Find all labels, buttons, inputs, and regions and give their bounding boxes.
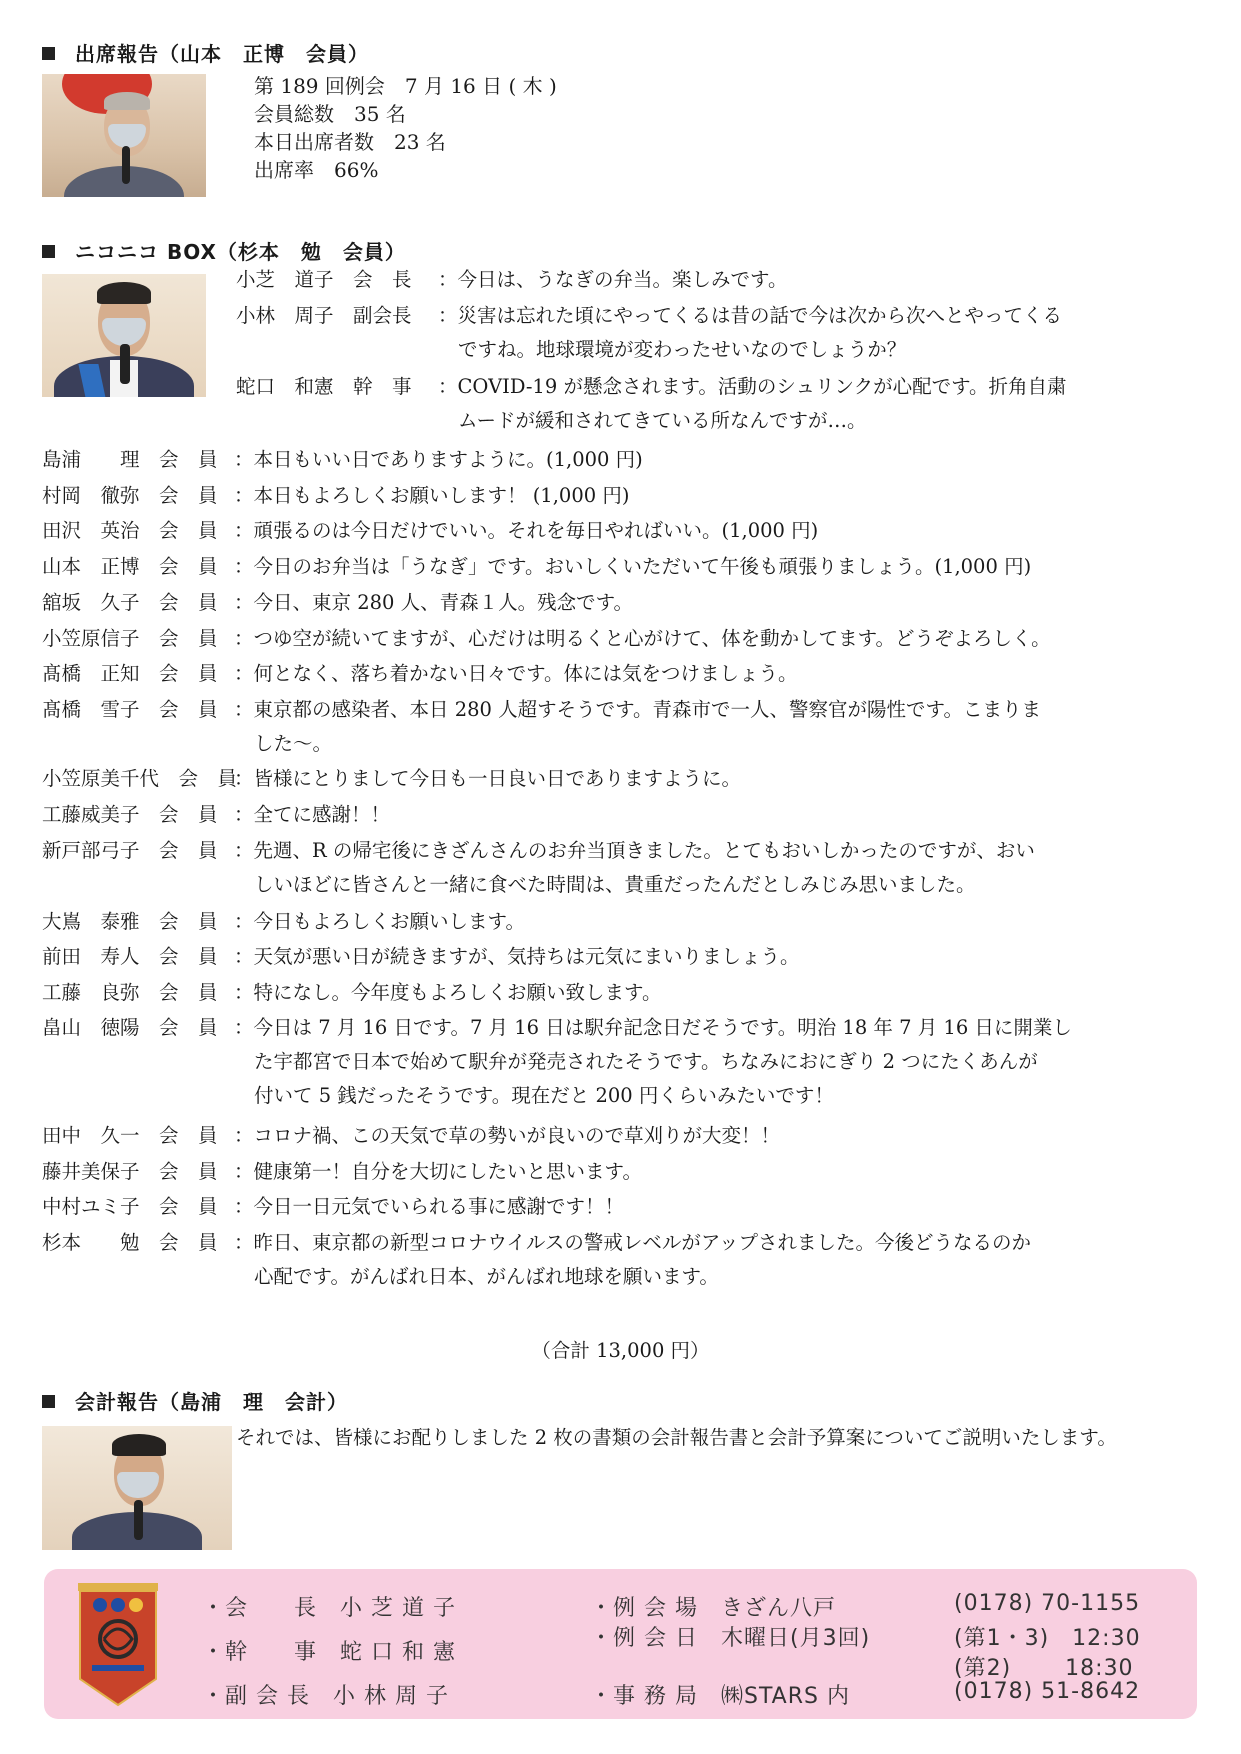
officer-comment-line: ムードが緩和されてきている所なんですが…。 [458, 409, 867, 432]
officer-comment-line: ですね。地球環境が変わったせいなのでしょうか？ [458, 338, 907, 361]
footer-secretary: ・幹 事 蛇 口 和 憲 [202, 1640, 456, 1665]
member-comment-line: ：つゆ空が続いてますが、心だけは明るくと心がけて、体を動かしてます。どうぞよろしく。 [234, 627, 1051, 650]
member-name: 中村ユミ子 会 員 [42, 1195, 218, 1218]
member-name: 藤井美保子 会 員 [42, 1160, 218, 1183]
member-comment-line: ：本日もいい日でありますように。(1,000 円) [234, 448, 643, 471]
photo-yamamoto [42, 74, 206, 197]
club-info-footer [44, 1569, 1197, 1719]
member-comment-line: ：先週、R の帰宅後にきざんさんのお弁当頂きました。とてもおいしかったのですが、おい [234, 839, 1035, 862]
member-name: 田中 久一 会 員 [42, 1124, 218, 1147]
officer-comment-line: ：COVID-19 が懸念されます。活動のシュリンクが心配です。折角自粛 [438, 375, 1067, 398]
member-comment-line: ：全てに感謝！！ [234, 803, 391, 826]
nikoniko-header [42, 236, 406, 265]
footer-time-1-3: (第1・3) 12:30 [954, 1626, 1141, 1651]
member-comment-line: 心配です。がんばれ日本、がんばれ地球を願います。 [254, 1265, 719, 1288]
member-name: 小笠原信子 会 員 [42, 627, 218, 650]
member-name: 田沢 英治 会 員 [42, 519, 218, 542]
member-comment-line: ：今日のお弁当は「うなぎ」です。おいしくいただいて午後も頑張りましょう。(1,000 円) [234, 555, 1032, 578]
member-name: 髙橋 正知 会 員 [42, 662, 218, 685]
member-name: 小笠原美千代 会 員 [42, 767, 238, 790]
member-name: 畠山 徳陽 会 員 [42, 1016, 218, 1039]
footer-meeting-day: ・例 会 日 木曜日(月3回) [590, 1626, 871, 1651]
member-name: 新戸部弓子 会 員 [42, 839, 218, 862]
nikoniko-total: （合計 13,000 円） [531, 1339, 710, 1362]
footer-president: ・会 長 小 芝 道 子 [202, 1596, 456, 1621]
officer-name: 小芝 道子 会 長 [236, 268, 412, 291]
attendance-header-text: 出席報告（山本 正博 会員） [75, 42, 369, 66]
member-comment-line: ：本日もよろしくお願いします！ (1,000 円) [234, 484, 630, 507]
member-name: 舘坂 久子 会 員 [42, 591, 218, 614]
member-name: 村岡 徹弥 会 員 [42, 484, 218, 507]
member-comment-line: ：コロナ禍、この天気で草の勢いが良いので草刈りが大変！！ [234, 1124, 781, 1147]
members-total-line: 会員総数 35 名 [254, 102, 406, 126]
accounting-header-text: 会計報告（島浦 理 会計） [75, 1390, 348, 1414]
officer-comment-line: ：災害は忘れた頃にやってくるは昔の話で今は次から次へとやってくる [438, 304, 1063, 327]
photo-sugimoto [42, 274, 206, 397]
accounting-header [42, 1386, 348, 1415]
attendance-info [254, 72, 557, 184]
nikoniko-header-text: ニコニコ BOX（杉本 勉 会員） [75, 240, 406, 264]
officer-name: 蛇口 和憲 幹 事 [236, 375, 412, 398]
member-comment-line: した〜。 [254, 732, 333, 755]
square-bullet-icon [42, 1395, 55, 1408]
member-comment-line: ：今日は 7 月 16 日です。7 月 16 日は駅弁記念日だそうです。明治 18 年 7 月 16 日に開業し [234, 1016, 1072, 1039]
member-name: 山本 正博 会 員 [42, 555, 218, 578]
member-comment-line: 付いて 5 銭だったそうです。現在だと 200 円くらいみたいです！ [254, 1084, 834, 1107]
square-bullet-icon [42, 245, 55, 258]
member-comment-line: ：今日もよろしくお願いします。 [234, 910, 525, 933]
member-comment-line: ：頑張るのは今日だけでいい。それを毎日やればいい。(1,000 円) [234, 519, 819, 542]
photo-shimaura [42, 1426, 232, 1550]
attendees-line: 本日出席者数 23 名 [254, 130, 446, 154]
member-comment-line: ：皆様にとりまして今日も一日良い日でありますように。 [234, 767, 742, 790]
footer-tel-office: (0178) 51-8642 [954, 1679, 1141, 1704]
member-name: 大嶌 泰雅 会 員 [42, 910, 218, 933]
member-name: 島浦 理 会 員 [42, 448, 218, 471]
member-comment-line: た宇都宮で日本で始めて駅弁が発売されたそうです。ちなみにおにぎり 2 つにたくあんが [254, 1050, 1038, 1073]
officer-comment-line: ：今日は、うなぎの弁当。楽しみです。 [438, 268, 788, 291]
member-name: 前田 寿人 会 員 [42, 945, 218, 968]
member-comment-line: ：今日一日元気でいられる事に感謝です！！ [234, 1195, 625, 1218]
footer-vice-president: ・副 会 長 小 林 周 子 [202, 1684, 449, 1709]
member-name: 杉本 勉 会 員 [42, 1231, 218, 1254]
meeting-line: 第 189 回例会 7 月 16 日 ( 木 ) [254, 74, 557, 98]
attendance-header [42, 38, 369, 67]
member-comment-line: ：何となく、落ち着かない日々です。体には気をつけましょう。 [234, 662, 798, 685]
member-name: 髙橋 雪子 会 員 [42, 698, 218, 721]
member-comment-line: ：健康第一！自分を大切にしたいと思います。 [234, 1160, 642, 1183]
member-comment-line: ：今日、東京 280 人、青森１人。残念です。 [234, 591, 634, 614]
member-comment-line: ：昨日、東京都の新型コロナウイルスの警戒レベルがアップされました。今後どうなるのか [234, 1231, 1031, 1254]
square-bullet-icon [42, 47, 55, 60]
member-comment-line: ：特になし。今年度もよろしくお願い致します。 [234, 981, 662, 1004]
footer-time-2: (第2) 18:30 [954, 1656, 1134, 1681]
officer-name: 小林 周子 副会長 [236, 304, 412, 327]
club-pennant-icon [74, 1579, 162, 1709]
accounting-text: それでは、皆様にお配りしました 2 枚の書類の会計報告書と会計予算案についてご説明いたします。 [236, 1426, 1117, 1449]
member-comment-line: ：東京都の感染者、本日 280 人超すそうです。青森市で一人、警察官が陽性です。こまりま [234, 698, 1041, 721]
footer-tel-venue: (0178) 70-1155 [954, 1591, 1141, 1616]
member-comment-line: しいほどに皆さんと一緒に食べた時間は、貴重だったんだとしみじみ思いました。 [254, 873, 976, 896]
footer-venue: ・例 会 場 きざん八戸 [590, 1596, 836, 1621]
attendance-rate-line: 出席率 66% [254, 158, 379, 182]
member-name: 工藤威美子 会 員 [42, 803, 218, 826]
member-name: 工藤 良弥 会 員 [42, 981, 218, 1004]
footer-office: ・事 務 局 ㈱STARS 内 [590, 1684, 850, 1709]
member-comment-line: ：天気が悪い日が続きますが、気持ちは元気にまいりましょう。 [234, 945, 800, 968]
